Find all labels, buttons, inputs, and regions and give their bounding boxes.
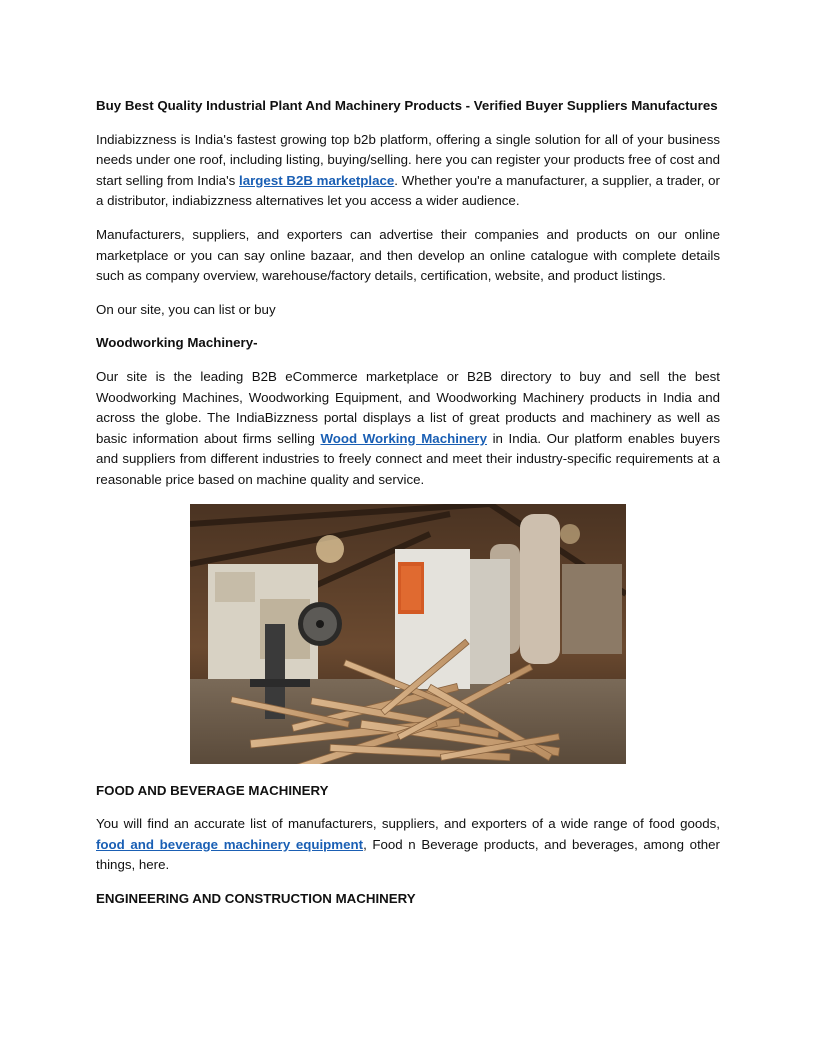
intro-paragraph: [96, 130, 720, 212]
food-text-1: You will find an accurate list of manufacturers, suppliers, and exporters of a wide range of food goods,: [96, 816, 720, 832]
manufacturers-paragraph: Manufacturers, suppliers, and exporters can advertise their companies and products on our online marketplace or you can say online bazaar, and then develop an online catalogue with complete details such as company overview, warehouse/factory details, certification, website, and product listings.: [96, 226, 720, 284]
woodworking-heading: Woodworking Machinery-: [96, 335, 258, 351]
wood-working-machinery-link[interactable]: Wood Working Machinery: [320, 430, 488, 446]
food-text-2: , Food n Beverage products, and beverages, among other things, here.: [96, 836, 720, 873]
intro-text-1: Indiabizzness is India's fastest growing top b2b platform, offering a single solution for all of your business needs under one roof, including listing, buying/selling. here you can register your products free of cost and start selling from India's: [96, 131, 720, 188]
page-title: Buy Best Quality Industrial Plant And Machinery Products - Verified Buyer Suppliers Manufactures: [96, 98, 718, 113]
food-beverage-paragraph: [96, 814, 720, 876]
woodworking-paragraph: [96, 367, 720, 491]
woodworking-text-1: Our site is the leading B2B eCommerce marketplace or B2B directory to buy and sell the best Woodworking Machines, Woodworking Equipment, and Woodworking Machinery products in India and across the globe. The IndiaBizzness portal displays a list of great products and machinery as well as basic information about firms selling: [96, 368, 720, 446]
woodworking-machinery-photo: [190, 504, 626, 764]
food-beverage-heading: FOOD AND BEVERAGE MACHINERY: [96, 782, 329, 798]
engineering-construction-heading: ENGINEERING AND CONSTRUCTION MACHINERY: [96, 890, 416, 906]
food-beverage-machinery-link[interactable]: food and beverage machinery equipment: [96, 836, 364, 852]
largest-b2b-marketplace-link[interactable]: largest B2B marketplace: [239, 172, 395, 188]
woodworking-text-2: in India. Our platform enables buyers and suppliers from different industries to freely connect and meet their industry-specific requirements at a reasonable price based on machine quality and service.: [96, 430, 721, 487]
intro-text-2: . Whether you're a manufacturer, a supplier, a trader, or a distributor, indiabizzness alternatives let you access a wider audience.: [96, 172, 720, 209]
list-or-buy-paragraph: On our site, you can list or buy: [96, 301, 276, 317]
woodworking-workshop-illustration: [190, 504, 626, 764]
document-page: [96, 96, 720, 922]
